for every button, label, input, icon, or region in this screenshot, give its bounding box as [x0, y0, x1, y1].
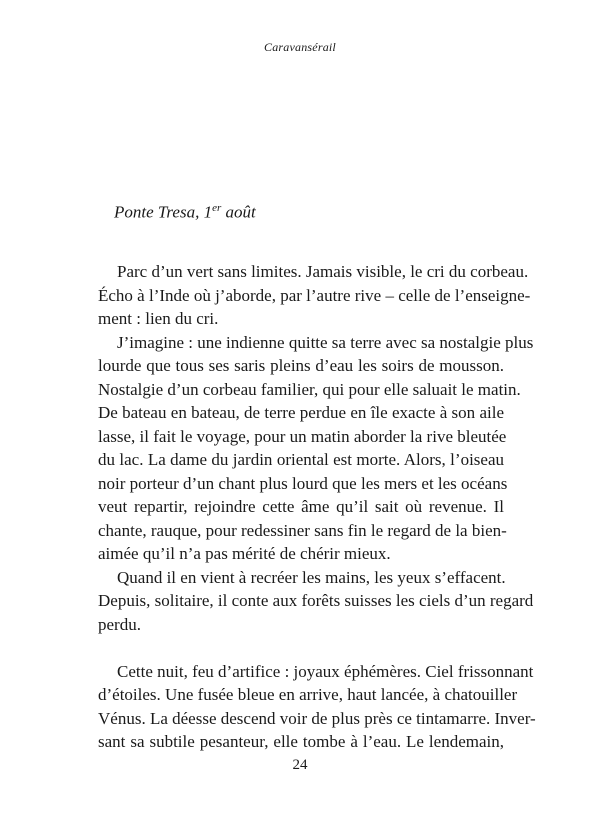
- text-line: sant sa subtile pesanteur, elle tombe à l’eau. Le lendemain,: [98, 732, 504, 751]
- dateline-ordinal: er: [212, 202, 222, 214]
- text-line: noir porteur d’un chant plus lourd que les mers et les océans: [98, 473, 508, 493]
- text-line: veut repartir, rejoindre cette âme qu’il sait où revenue. Il: [98, 497, 504, 516]
- text-line: chante, rauque, pour redessiner sans fin le regard de la bien-: [98, 520, 507, 540]
- dateline: [114, 202, 256, 223]
- paragraph-4: [98, 660, 536, 754]
- text-line: du lac. La dame du jardin oriental est morte. Alors, l’oiseau: [98, 450, 504, 469]
- text-line: J’imagine : une indienne quitte sa terre avec sa nostalgie plus: [117, 332, 534, 352]
- text-line: Parc d’un vert sans limites. Jamais visible, le cri du corbeau.: [117, 262, 529, 281]
- running-head: Caravansérail: [264, 40, 336, 54]
- text-line: lourde que tous ses saris pleins d’eau les soirs de mousson.: [98, 356, 504, 375]
- page-number: 24: [292, 757, 308, 773]
- body-text: [98, 260, 536, 754]
- dateline-month: août: [221, 202, 256, 222]
- text-line: Cette nuit, feu d’artifice : joyaux éphémères. Ciel frissonnant: [117, 661, 534, 681]
- text-line: d’étoiles. Une fusée bleue en arrive, haut lancée, à chatouiller: [98, 685, 518, 704]
- text-line: Vénus. La déesse descend voir de plus près ce tintamarre. Inver-: [98, 708, 536, 728]
- text-line: Depuis, solitaire, il conte aux forêts suisses les ciels d’un regard: [98, 591, 534, 610]
- text-line: Écho à l’Inde où j’aborde, par l’autre rive – celle de l’enseigne-: [98, 285, 531, 305]
- section-break: [98, 636, 504, 660]
- text-line: Nostalgie d’un corbeau familier, qui pour elle saluait le matin.: [98, 379, 521, 399]
- dateline-place: Ponte Tresa, 1: [114, 202, 213, 222]
- text-line: De bateau en bateau, de terre perdue en île exacte à son aile: [98, 403, 504, 422]
- text-line: perdu.: [98, 614, 141, 634]
- text-line: Quand il en vient à recréer les mains, les yeux s’effacent.: [117, 567, 506, 587]
- paragraph-3: [98, 566, 534, 637]
- text-line: lasse, il fait le voyage, pour un matin aborder la rive bleutée: [98, 426, 507, 446]
- paragraph-1: [98, 260, 531, 331]
- paragraph-2: [98, 331, 534, 566]
- text-line: aimée qu’il n’a pas mérité de chérir mieux.: [98, 544, 391, 563]
- text-line: ment : lien du cri.: [98, 309, 219, 328]
